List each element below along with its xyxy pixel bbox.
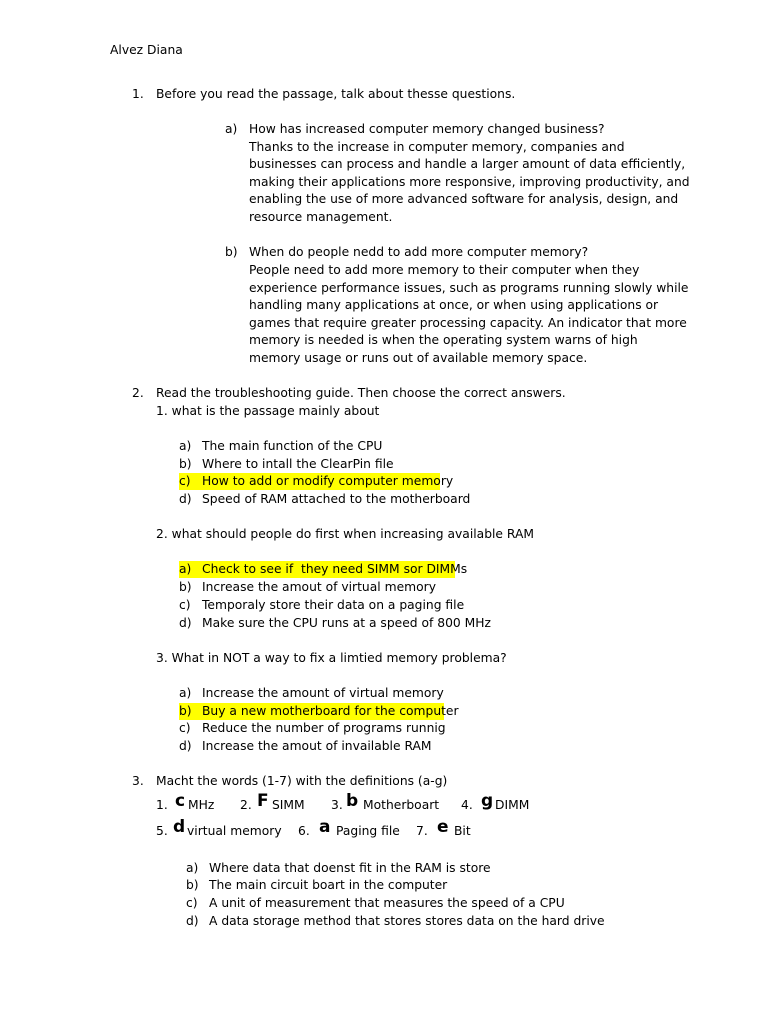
match-word: Paging file — [336, 824, 400, 838]
match-number: 6. — [298, 824, 310, 838]
option-letter: a) — [179, 562, 192, 576]
q2-sub1-title: 1. what is the passage mainly about — [156, 404, 380, 418]
match-number: 1. — [156, 798, 168, 812]
option-letter: d) — [179, 616, 192, 630]
option-text: How to add or modify computer memory — [202, 474, 454, 488]
definition-letter: c) — [186, 896, 198, 910]
option-text: Temporaly store their data on a paging file — [202, 598, 465, 612]
definition-text: A unit of measurement that measures the speed of a CPU — [209, 896, 565, 910]
match-answer: c — [175, 791, 186, 811]
option-letter: b) — [179, 704, 192, 718]
q1a-question: How has increased computer memory changed business? — [249, 122, 605, 136]
match-word: DIMM — [495, 798, 530, 812]
q1-number: 1. — [132, 87, 144, 101]
match-answer: e — [437, 817, 449, 837]
q2-sub2-title: 2. what should people do first when increasing available RAM — [156, 527, 534, 541]
q1a-answer-line: resource management. — [249, 210, 393, 224]
q1-text: Before you read the passage, talk about thesse questions. — [156, 87, 516, 101]
q1b-answer-line: experience performance issues, such as programs running slowly while — [249, 281, 689, 295]
option-text: Speed of RAM attached to the motherboard — [202, 492, 471, 506]
match-word: Motherboart — [363, 798, 440, 812]
option-text: Make sure the CPU runs at a speed of 800 MHz — [202, 616, 491, 630]
q1b-letter: b) — [225, 245, 238, 259]
match-answer: F — [257, 791, 269, 811]
match-number: 4. — [461, 798, 473, 812]
q1b-answer-line: People need to add more memory to their computer when they — [249, 263, 640, 277]
q1a-answer-line: businesses can process and handle a larger amount of data efficiently, — [249, 157, 686, 171]
q1b-answer-line: games that require greater processing capacity. An indicator that more — [249, 316, 687, 330]
option-letter: b) — [179, 457, 192, 471]
q1b-answer-line: memory usage or runs out of available memory space. — [249, 351, 588, 365]
match-answer: a — [319, 817, 331, 837]
match-answer: d — [173, 817, 186, 837]
q1a-letter: a) — [225, 122, 238, 136]
q1a-answer-line: making their applications more responsive, improving productivity, and — [249, 175, 690, 189]
option-letter: b) — [179, 580, 192, 594]
option-text: Increase the amount of virtual memory — [202, 686, 444, 700]
match-answer: b — [346, 791, 359, 811]
definition-text: Where data that doenst fit in the RAM is store — [209, 861, 491, 875]
option-letter: a) — [179, 686, 192, 700]
option-text: Buy a new motherboard for the computer — [202, 704, 459, 718]
q1a-answer-line: enabling the use of more advanced software for analysis, design, and — [249, 192, 679, 206]
q1b-answer-line: memory is needed is when the operating system warns of high — [249, 333, 638, 347]
option-text: Increase the amout of invailable RAM — [202, 739, 432, 753]
q2-number: 2. — [132, 386, 144, 400]
definition-letter: a) — [186, 861, 199, 875]
author-name: Alvez Diana — [110, 43, 183, 57]
highlighted-answer — [179, 473, 454, 490]
match-word: virtual memory — [187, 824, 282, 838]
option-letter: a) — [179, 439, 192, 453]
q3-number: 3. — [132, 774, 144, 788]
match-number: 7. — [416, 824, 428, 838]
match-answer: g — [481, 791, 494, 811]
option-letter: d) — [179, 739, 192, 753]
highlighted-answer — [179, 703, 459, 720]
match-number: 5. — [156, 824, 168, 838]
definition-text: A data storage method that stores stores data on the hard drive — [209, 914, 605, 928]
option-letter: d) — [179, 492, 192, 506]
q2-sub3-title: 3. What in NOT a way to fix a limtied memory problema? — [156, 651, 507, 665]
q1a-answer-line: Thanks to the increase in computer memory, companies and — [249, 140, 625, 154]
q1b-answer-line: handling many applications at once, or when using applications or — [249, 298, 659, 312]
definition-text: The main circuit boart in the computer — [209, 878, 448, 892]
match-number: 3. — [331, 798, 343, 812]
definition-letter: b) — [186, 878, 199, 892]
option-text: Increase the amout of virtual memory — [202, 580, 436, 594]
q1b-question: When do people nedd to add more computer memory? — [249, 245, 589, 259]
option-letter: c) — [179, 721, 191, 735]
match-word: SIMM — [272, 798, 305, 812]
match-word: MHz — [188, 798, 215, 812]
option-text: Reduce the number of programs runnig — [202, 721, 446, 735]
option-letter: c) — [179, 474, 191, 488]
q3-text: Macht the words (1-7) with the definitions (a-g) — [156, 774, 448, 788]
q2-text: Read the troubleshooting guide. Then choose the correct answers. — [156, 386, 566, 400]
option-text: Check to see if they need SIMM sor DIMMs — [202, 562, 468, 576]
option-letter: c) — [179, 598, 191, 612]
match-number: 2. — [240, 798, 252, 812]
option-text: The main function of the CPU — [202, 439, 383, 453]
definition-letter: d) — [186, 914, 199, 928]
highlighted-answer — [179, 561, 468, 578]
match-word: Bit — [454, 824, 471, 838]
option-text: Where to intall the ClearPin file — [202, 457, 394, 471]
